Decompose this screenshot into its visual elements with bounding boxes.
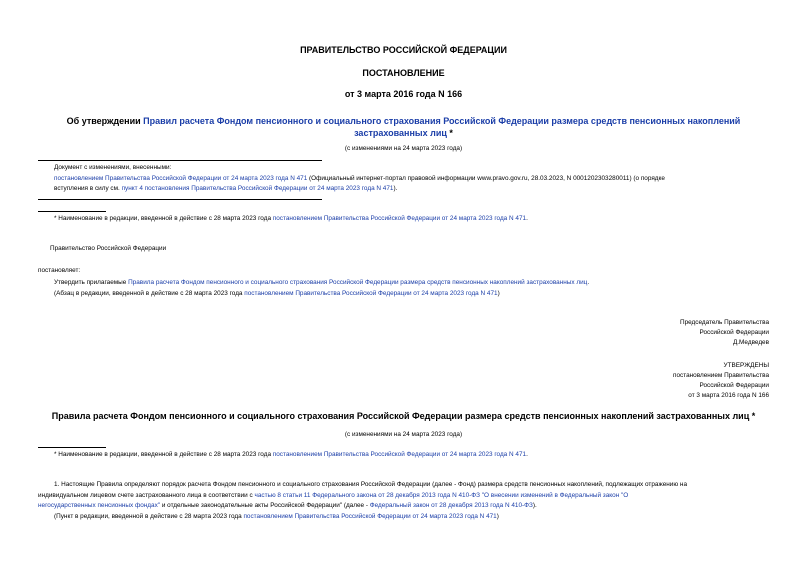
federal-law-article-link[interactable]: частью 8 статьи 11 Федерального закона от 28 декабря 2013 года N 410-ФЗ "О внесении изменений в Федеральный закон "О <box>254 492 629 499</box>
footnote-2 <box>54 450 528 460</box>
approve-rules-link[interactable]: Правила расчета Фондом пенсионного и социального страхования Российской Федерации размера средств пенсионных накоплений застрахованных лиц <box>128 279 588 286</box>
document-title-line1 <box>0 115 807 127</box>
approved-by: постановлением Правительства <box>673 372 769 379</box>
changes-line2-text: вступления в силу см. <box>54 185 122 192</box>
approve-paragraph <box>54 278 589 288</box>
approve-end: . <box>587 279 590 286</box>
title-rules-link[interactable]: Правил расчета Фондом пенсионного и социального страхования Российской Федерации размера средств пенсионных накоплений <box>143 116 741 126</box>
signature-position: Председатель Правительства <box>680 319 769 326</box>
paragraph-revision-note <box>54 289 500 299</box>
changes-heading: Документ с изменениями, внесенными: <box>54 164 172 171</box>
footnote-2-end: . <box>526 451 528 458</box>
title-asterisk: * <box>446 128 453 138</box>
document-date-number: от 3 марта 2016 года N 166 <box>344 89 463 99</box>
divider <box>38 160 322 161</box>
changes-line2 <box>54 184 397 194</box>
changes-line1 <box>54 174 665 184</box>
paragraph-note-text: (Абзац в редакции, введенной в действие с 28 марта 2023 года <box>54 290 245 297</box>
point-1-line2-text: индивидуальном лицевом счете застрахованного лица в соответствии с <box>38 492 255 499</box>
federal-law-article-link-cont[interactable]: негосударственных пенсионных фондах" <box>38 502 161 509</box>
entry-into-force-link[interactable]: пункт 4 постановления Правительства Российской Федерации от 24 марта 2023 года N 471 <box>121 185 394 192</box>
title-prefix: Об утверждении <box>66 116 144 126</box>
approved-date: от 3 марта 2016 года N 166 <box>688 392 769 399</box>
paragraph-note-link[interactable]: постановлением Правительства Российской Федерации от 24 марта 2023 года N 471 <box>244 290 498 297</box>
signature-country: Российской Федерации <box>699 329 769 336</box>
point-1-line3 <box>38 501 537 511</box>
changes-line2-end: ). <box>393 185 398 192</box>
decides-label: постановляет: <box>38 267 81 274</box>
approve-text: Утвердить прилагаемые <box>54 279 129 286</box>
divider <box>38 199 322 200</box>
federal-law-link[interactable]: Федеральный закон от 28 декабря 2013 года N 410-ФЗ <box>369 502 533 509</box>
paragraph-note-end: ) <box>497 290 500 297</box>
government-subject: Правительство Российской Федерации <box>50 245 167 252</box>
footnote-2-text: * Наименование в редакции, введенной в действие с 28 марта 2023 года <box>54 451 273 458</box>
changes-note: (с изменениями на 24 марта 2023 года) <box>344 145 463 152</box>
point-1-line1: 1. Настоящие Правила определяют порядок расчета Фондом пенсионного и социального страхования Российской Федерации (далее - Фонд) размера средств пенсионных накоплений, подлежащих отражению на <box>54 481 688 488</box>
point-1-note-text: (Пункт в редакции, введенной в действие с 28 марта 2023 года <box>54 513 244 520</box>
point-1-note-end: ) <box>496 513 499 520</box>
rules-changes-note: (с изменениями на 24 марта 2023 года) <box>344 431 463 438</box>
government-heading: ПРАВИТЕЛЬСТВО РОССИЙСКОЙ ФЕДЕРАЦИИ <box>300 45 507 55</box>
footnote-1-end: . <box>526 215 528 222</box>
document-title-line2 <box>0 127 807 139</box>
footnote-1 <box>54 214 528 224</box>
footnote-2-link[interactable]: постановлением Правительства Российской Федерации от 24 марта 2023 года N 471 <box>272 451 527 458</box>
signature-name: Д.Медведев <box>732 339 769 346</box>
rules-title: Правила расчета Фондом пенсионного и социального страхования Российской Федерации размера средств пенсионных накоплений застрахованных лиц * <box>51 411 756 421</box>
footnote-1-link[interactable]: постановлением Правительства Российской Федерации от 24 марта 2023 года N 471 <box>272 215 527 222</box>
point-1-line3-text: и отдельные законодательные акты Российской Федерации" (далее - <box>160 502 370 509</box>
footnote-divider <box>38 447 106 448</box>
approved-label: УТВЕРЖДЕНЫ <box>723 362 769 369</box>
footnote-1-text: * Наименование в редакции, введенной в действие с 28 марта 2023 года <box>54 215 273 222</box>
amendment-link[interactable]: постановлением Правительства Российской Федерации от 24 марта 2023 года N 471 <box>54 175 308 182</box>
point-1-line2 <box>38 491 628 501</box>
point-1-revision-note <box>54 512 499 522</box>
title-rules-link-cont[interactable]: застрахованных лиц <box>354 128 447 138</box>
document-type: ПОСТАНОВЛЕНИЕ <box>362 68 445 78</box>
changes-line1-text: (Официальный интернет-портал правовой информации www.pravo.gov.ru, 28.03.2023, N 0001202303280011) (о порядке <box>307 175 665 182</box>
point-1-line3-end: ). <box>532 502 537 509</box>
footnote-divider <box>38 211 106 212</box>
point-1-note-link[interactable]: постановлением Правительства Российской Федерации от 24 марта 2023 года N 471 <box>243 513 497 520</box>
approved-country: Российской Федерации <box>699 382 769 389</box>
